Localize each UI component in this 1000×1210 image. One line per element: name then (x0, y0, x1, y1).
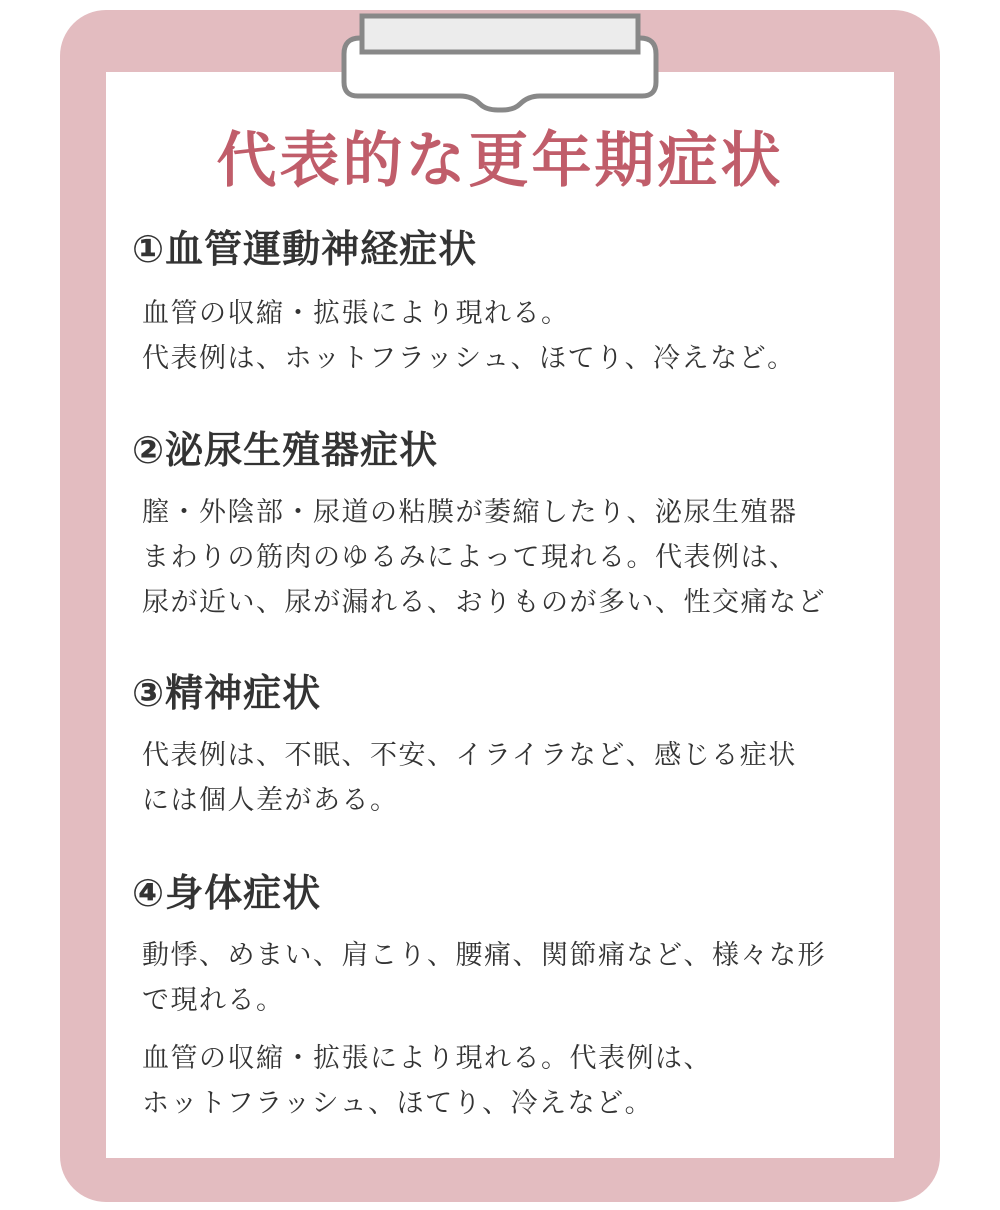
section-heading-vasomotor: ①血管運動神経症状 (132, 227, 478, 271)
body-line: には個人差がある。 (142, 785, 399, 816)
body-line: 動悸、めまい、肩こり、腰痛、関節痛など、様々な形 (142, 940, 826, 971)
page-title: 代表的な更年期症状 (216, 126, 784, 196)
section-heading-mental: ③精神症状 (132, 671, 322, 715)
section-body-physical-extra (142, 1036, 712, 1126)
body-line: まわりの筋肉のゆるみによって現れる。代表例は、 (142, 542, 798, 573)
body-line: 代表例は、ホットフラッシュ、ほてり、冷えなど。 (142, 343, 796, 374)
body-line: 代表例は、不眠、不安、イライラなど、感じる症状 (142, 740, 797, 771)
body-line: 血管の収縮・拡張により現れる。代表例は、 (142, 1043, 712, 1074)
section-body-genitourinary (142, 490, 826, 625)
clip-icon (0, 0, 1000, 120)
section-body-mental (142, 733, 797, 823)
section-heading-physical: ④身体症状 (132, 871, 322, 915)
section-body-physical (142, 933, 826, 1023)
body-line: で現れる。 (142, 985, 285, 1016)
body-line: 尿が近い、尿が漏れる、おりものが多い、性交痛など (142, 587, 826, 618)
body-line: ホットフラッシュ、ほてり、冷えなど。 (142, 1088, 654, 1119)
section-heading-genitourinary: ②泌尿生殖器症状 (132, 428, 439, 472)
body-line: 血管の収縮・拡張により現れる。 (142, 298, 570, 329)
body-line: 膣・外陰部・尿道の粘膜が萎縮したり、泌尿生殖器 (142, 497, 798, 528)
section-body-vasomotor (142, 291, 796, 381)
